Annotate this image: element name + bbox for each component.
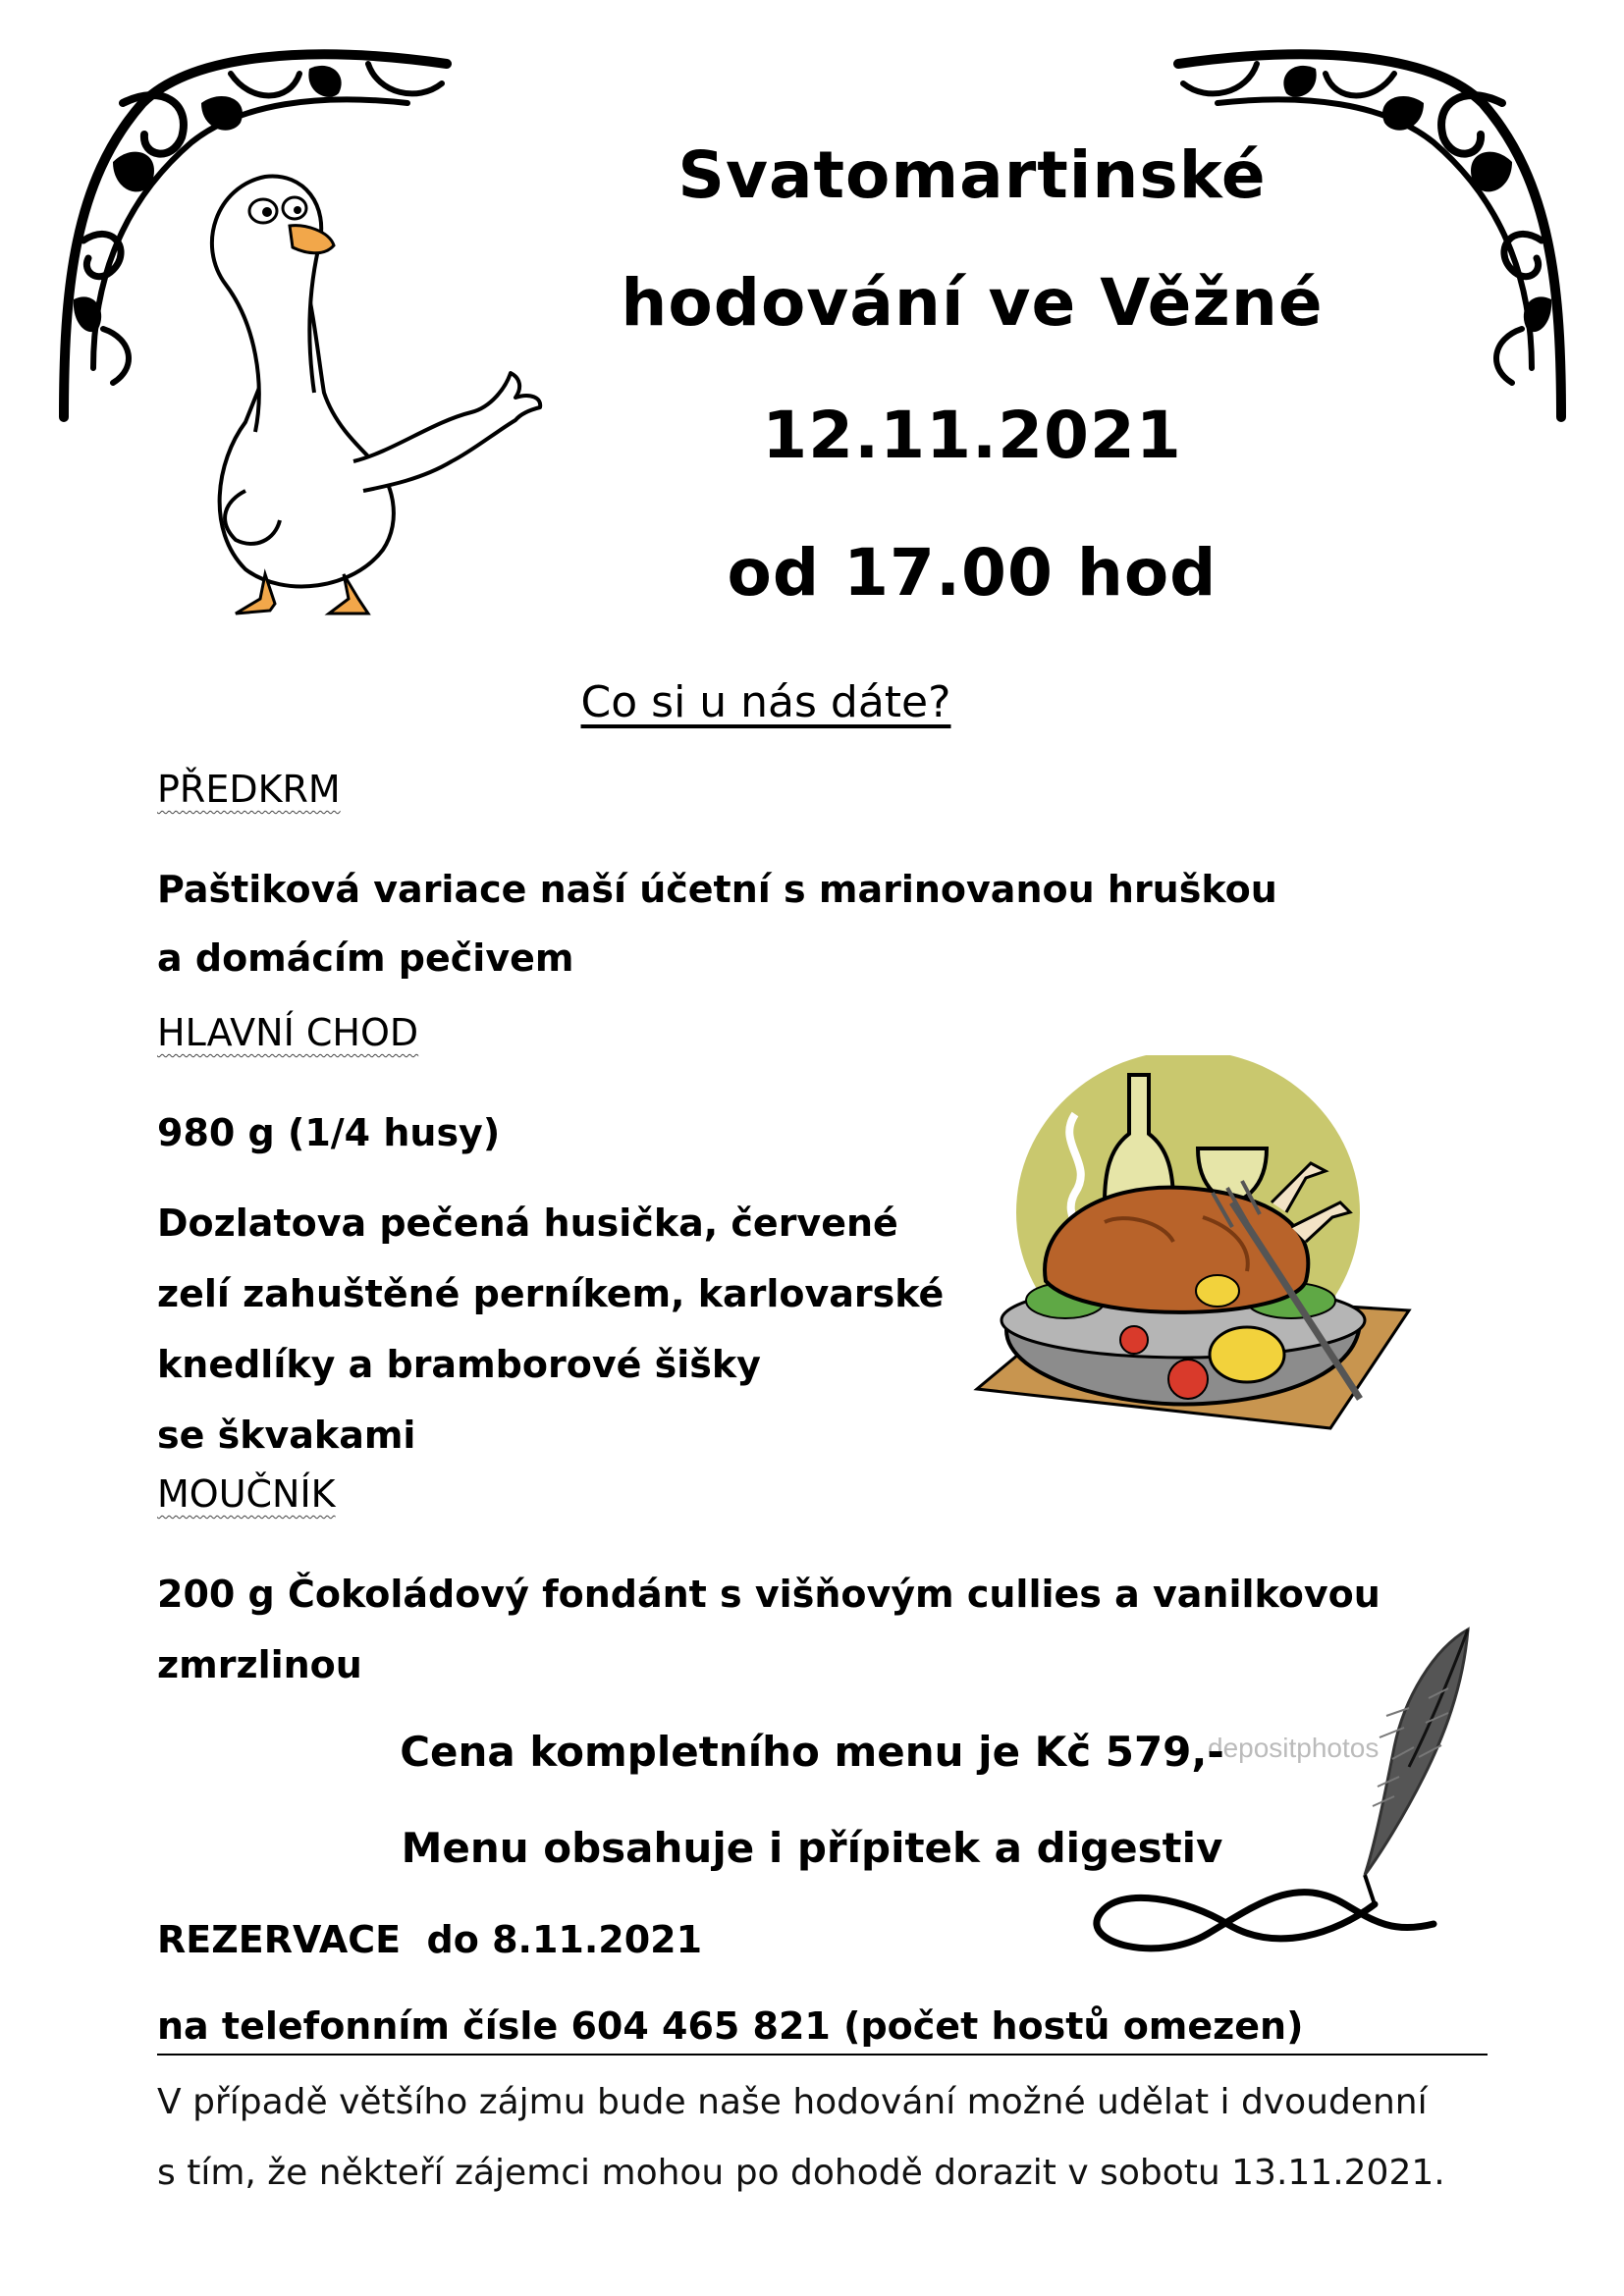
main-heading: HLAVNÍ CHOD (157, 1011, 419, 1054)
reservation-phone: na telefonním čísle 604 465 821 (počet hostů omezen) (157, 2004, 1304, 2048)
includes-text: Menu obsahuje i přípitek a digestiv (401, 1824, 1223, 1872)
main-line-1: Dozlatova pečená husička, červené (157, 1201, 898, 1245)
title-line-1: Svatomartinské (677, 137, 1267, 213)
note-line-2: s tím, že někteří zájemci mohou po dohodě dorazit v sobotu 13.11.2021. (157, 2153, 1445, 2193)
divider-line (157, 2054, 1488, 2056)
dessert-line-1: 200 g Čokoládový fondánt s višňovým cullies a vanilkovou (157, 1573, 1380, 1616)
main-line-2: zelí zahuštěné perníkem, karlovarské (157, 1272, 945, 1315)
starter-heading: PŘEDKRM (157, 768, 341, 811)
watermark-text: depositphotos (1208, 1733, 1380, 1763)
note-line-1: V případě většího zájmu bude naše hodování možné udělat i dvoudenní (157, 2082, 1428, 2122)
dessert-heading: MOUČNÍK (157, 1472, 336, 1516)
intro-heading: Co si u nás dáte? (580, 677, 951, 727)
main-weight: 980 g (1/4 husy) (157, 1111, 501, 1154)
price-text: Cena kompletního menu je Kč 579,- (400, 1728, 1224, 1776)
reservation-label: REZERVACE do 8.11.2021 (157, 1918, 703, 1961)
starter-line-2: a domácím pečivem (157, 936, 574, 980)
main-line-3: knedlíky a bramborové šišky (157, 1343, 761, 1386)
event-date: 12.11.2021 (762, 398, 1182, 473)
starter-line-1: Paštiková variace naší účetní s marinovanou hruškou (157, 868, 1277, 911)
dessert-line-2: zmrzlinou (157, 1643, 362, 1686)
roast-goose-illustration (967, 1055, 1419, 1453)
event-time: od 17.00 hod (727, 535, 1218, 611)
goose-illustration (157, 167, 569, 628)
corner-ornament-right (1159, 44, 1571, 427)
title-line-2: hodování ve Věžné (621, 265, 1324, 341)
quill-pen-illustration (1080, 1610, 1492, 1983)
main-line-4: se škvakami (157, 1414, 416, 1457)
